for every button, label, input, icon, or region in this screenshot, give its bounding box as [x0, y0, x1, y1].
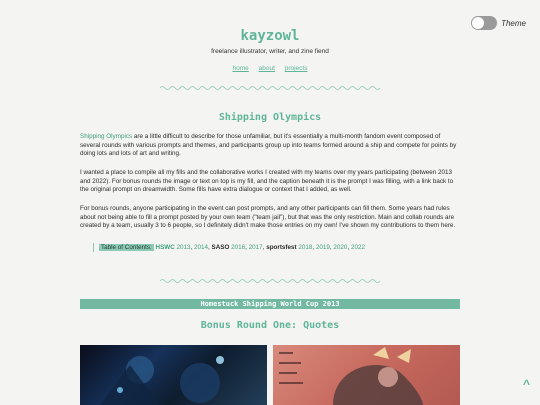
toc-sportsfest-label: sportsfest: [266, 244, 297, 251]
toc-saso-2017[interactable]: 2017: [248, 244, 263, 251]
toc-label: Table of Contents:: [101, 244, 152, 251]
chevron-up-icon[interactable]: ^: [522, 377, 530, 391]
toc-saso-2016[interactable]: 2016: [231, 244, 246, 251]
toc-hswc-label: HSWC: [155, 244, 175, 251]
artwork-right-illustration: [273, 345, 460, 405]
artwork-left-illustration: [80, 345, 267, 405]
toc-sportsfest-2018[interactable]: 2018: [298, 244, 313, 251]
toc-hswc-2014[interactable]: 2014: [194, 244, 209, 251]
nav-projects-link[interactable]: projects: [284, 65, 308, 72]
site-title: kayzowl: [240, 28, 300, 44]
intro-text: are a little difficult to describe for those unfamiliar, but it's essentially a multi-month fandom event composed of several rounds with various prompts and themes, and participants group up into teams formed around a ship and compete for points by doing lots and lots of art and writing.: [80, 133, 457, 158]
main-nav: [0, 65, 540, 72]
page-title: Shipping Olympics: [218, 112, 322, 123]
toc-saso-label: SASO: [211, 244, 230, 251]
artwork-image-right[interactable]: [273, 345, 460, 405]
site-tagline: freelance illustrator, writer, and zine fiend: [211, 48, 329, 55]
toc-hswc-2013[interactable]: 2013: [176, 244, 191, 251]
nav-about-link[interactable]: about: [258, 65, 275, 72]
squiggle-divider: [160, 85, 380, 91]
compile-paragraph: I wanted a place to compile all my fills and the collaborative works I created with my teams over my years participating (between 2013 and 2022). For bonus rounds the image or text on top is my fill, and the caption beneath it is the prompt I was filling, with a link back to the original prompt on dreamwidth. Some fills have extra dialogue or context that I added, as well.: [80, 169, 454, 194]
intro-paragraph: [80, 133, 460, 159]
rounds-paragraph: For bonus rounds, anyone participating in the event can post prompts, and any other participants can fill them. Some years had rules about not being able to fill a prompt posted by your own team ("team jail"), but that was the only restriction. Main and collab rounds are created by a team, usually 3 to 6 people, so I definitely didn't make those entries on my own! I've shown my contributions to them here.: [80, 205, 456, 230]
squiggle-divider: [160, 278, 380, 284]
shipping-olympics-link[interactable]: Shipping Olympics: [80, 133, 133, 140]
table-of-contents: Table of Contents: HSWC 2013, 2014, SASO 2016, 2017, sportsfest 2018, 2019, 2020, 2022: [93, 243, 365, 252]
round-title: Bonus Round One: Quotes: [200, 320, 340, 331]
nav-home-link[interactable]: home: [232, 65, 249, 72]
section-header-bar: Homestuck Shipping World Cup 2013: [80, 299, 460, 309]
toc-sportsfest-2019[interactable]: 2019: [315, 244, 330, 251]
artwork-image-left[interactable]: [80, 345, 267, 405]
toc-sportsfest-2022[interactable]: 2022: [350, 244, 365, 251]
theme-label: Theme: [501, 18, 526, 28]
toc-sportsfest-2020[interactable]: 2020: [333, 244, 348, 251]
